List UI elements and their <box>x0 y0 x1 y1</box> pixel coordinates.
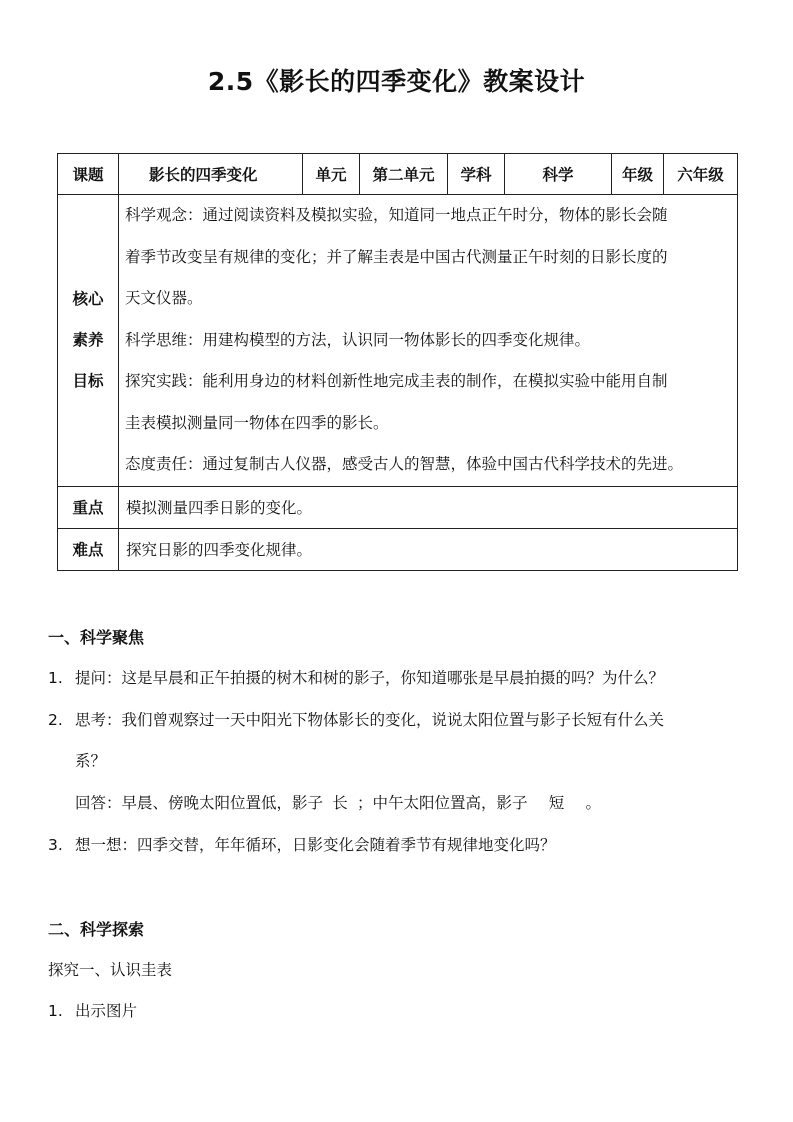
answer-blank: 短 <box>548 794 565 812</box>
section-heading-explore: 二、科学探索 <box>48 920 145 939</box>
key-point-label: 重点 <box>58 486 119 528</box>
core-line: 科学思维：用建构模型的方法，认识同一物体影长的四季变化规律。 <box>125 330 591 349</box>
topic-label: 课题 <box>58 154 119 195</box>
answer-line: 回答：早晨、傍晚太阳位置低，影子 长 ；中午太阳位置高，影子 短 。 <box>75 791 601 813</box>
core-line: 态度责任：通过复制古人仪器，感受古人的智慧，体验中国古代科学技术的先进。 <box>125 455 684 473</box>
list-item: 2. 思考：我们曾观察过一天中阳光下物体影长的变化，说说太阳位置与影子长短有什么关 <box>48 711 665 729</box>
key-point-row <box>58 486 738 528</box>
difficulty-row <box>58 528 738 570</box>
core-line: 圭表模拟测量同一物体在四季的影长。 <box>125 413 389 432</box>
grade-label: 年级 <box>612 154 664 195</box>
list-item-continuation: 系？ <box>75 752 107 770</box>
core-goals-label: 核心 素养 目标 <box>58 195 119 487</box>
difficulty-value: 探究日影的四季变化规律。 <box>119 528 738 570</box>
core-goals-row <box>58 195 738 487</box>
section-heading-focus: 一、科学聚焦 <box>48 628 145 647</box>
unit-value: 第二单元 <box>360 154 448 195</box>
list-item: 1. 出示图片 <box>48 1002 138 1020</box>
topic-value: 影长的四季变化 <box>119 154 303 195</box>
unit-label: 单元 <box>303 154 360 195</box>
core-line: 探究实践：能利用身边的材料创新性地完成圭表的制作，在模拟实验中能用自制 <box>125 372 668 390</box>
table-header-row <box>58 154 738 195</box>
grade-value: 六年级 <box>664 154 738 195</box>
lesson-info-table <box>57 153 738 571</box>
difficulty-label: 难点 <box>58 528 119 570</box>
subsection-title: 探究一、认识圭表 <box>48 961 173 979</box>
answer-blank: 长 <box>332 794 348 812</box>
core-goals-content <box>119 195 738 487</box>
document-title: 2.5《影长的四季变化》教案设计 <box>207 67 586 96</box>
core-line: 科学观念：通过阅读资料及模拟实验，知道同一地点正午时分，物体的影长会随 <box>125 206 668 224</box>
core-line: 着季节改变呈有规律的变化；并了解圭表是中国古代测量正午时刻的日影长度的 <box>125 247 668 266</box>
core-line: 天文仪器。 <box>125 289 203 307</box>
list-item: 3. 想一想：四季交替，年年循环，日影变化会随着季节有规律地变化吗？ <box>48 836 556 854</box>
key-point-value: 模拟测量四季日影的变化。 <box>119 486 738 528</box>
subject-value: 科学 <box>505 154 612 195</box>
subject-label: 学科 <box>448 154 505 195</box>
list-item: 1. 提问：这是早晨和正午拍摄的树木和树的影子，你知道哪张是早晨拍摄的吗？为什么？ <box>48 669 665 687</box>
